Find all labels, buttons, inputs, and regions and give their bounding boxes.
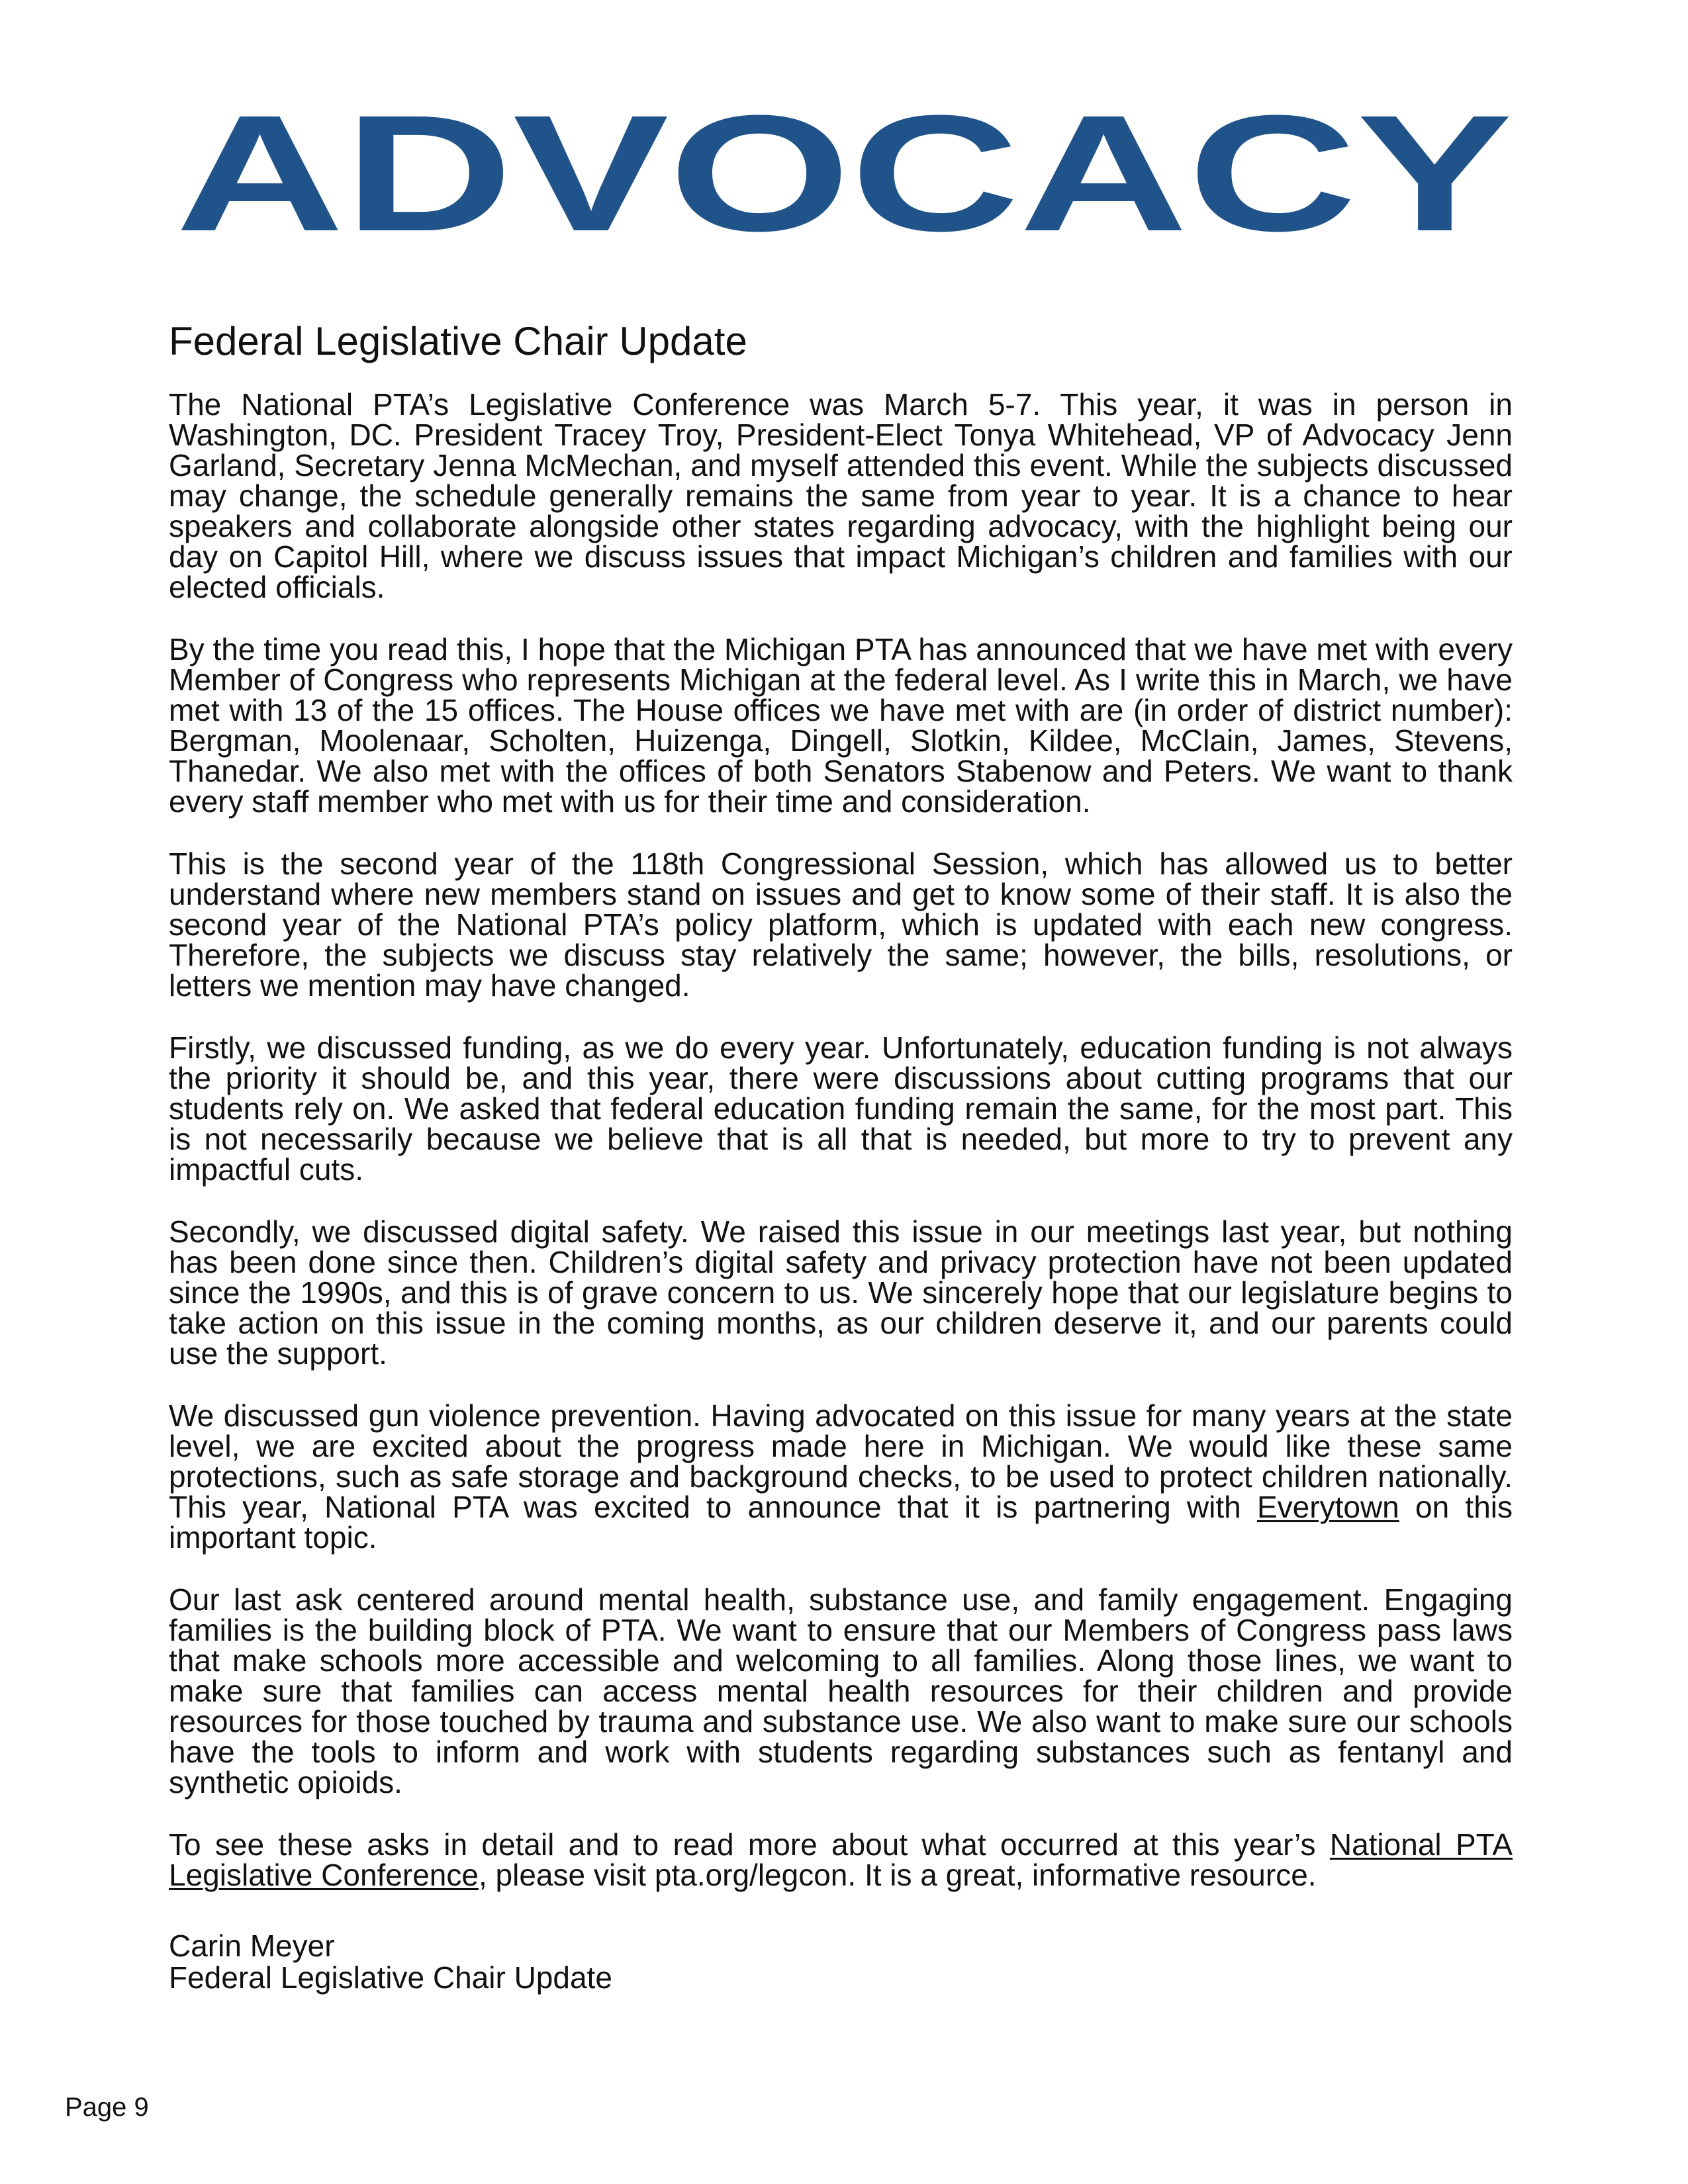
resources-text-end: , please visit pta.org/legcon. It is a great, informative resource.	[478, 1858, 1317, 1892]
paragraph-mental-health: Our last ask centered around mental health, substance use, and family engagement. Engaging families is the building block of PTA. We want to ensure that our Members of Congress pass laws that make schools more accessible and welcoming to all families. Along those lines, we want to make sure that families can access mental health resources for their children and provide resources for those touched by trauma and substance use. We also want to make sure our schools have the tools to inform and work with students regarding substances such as fentanyl and synthetic opioids.	[169, 1582, 1513, 1799]
advocacy-title-text: ADVOCACY	[175, 99, 1513, 251]
signature-block	[169, 1930, 1513, 1993]
article	[169, 318, 1513, 1993]
page-number: Page 9	[65, 2093, 149, 2122]
paragraph-conference-overview: The National PTA’s Legislative Conference was March 5-7. This year, it was in person in Washington, DC. President Tracey Troy, President-Elect Tonya Whitehead, VP of Advocacy Jenn Garland, Secretary Jenna McMechan, and myself attended this event. While the subjects discussed may change, the schedule generally remains the same from year to year. It is a chance to hear speakers and collaborate alongside other states regarding advocacy, with the highlight being our day on Capitol Hill, where we discuss issues that impact Michigan’s children and families with our elected officials.	[169, 387, 1513, 604]
paragraph-member-meetings: By the time you read this, I hope that the Michigan PTA has announced that we have met with every Member of Congress who represents Michigan at the federal level. As I write this in March, we have met with 13 of the 15 offices. The House offices we have met with are (in order of district number): Bergman, Moolenaar, Scholten, Huizenga, Dingell, Slotkin, Kildee, McClain, James, Stevens, Thanedar. We also met with the offices of both Senators Stabenow and Peters. We want to thank every staff member who met with us for their time and consideration.	[169, 632, 1513, 819]
gun-violence-text-end: on this important topic.	[169, 1490, 1513, 1555]
signature-name: Carin Meyer	[169, 1929, 335, 1963]
paragraph-digital-safety: Secondly, we discussed digital safety. We raised this issue in our meetings last year, but nothing has been done since then. Children’s digital safety and privacy protection have not been updated since the 1990s, and this is of grave concern to us. We sincerely hope that our legislature begins to take action on this issue in the coming months, as our children deserve it, and our parents could use the support.	[169, 1214, 1513, 1371]
advocacy-masthead	[172, 99, 1516, 251]
paragraph-resources	[169, 1829, 1513, 1890]
everytown-link[interactable]: Everytown	[1257, 1490, 1399, 1524]
paragraph-congressional-session: This is the second year of the 118th Congressional Session, which has allowed us to better understand where new members stand on issues and get to know some of their staff. It is also the second year of the National PTA’s policy platform, which is updated with each new congress. Therefore, the subjects we discuss stay relatively the same; however, the bills, resolutions, or letters we mention may have changed.	[169, 846, 1513, 1003]
paragraph-gun-violence	[169, 1400, 1513, 1553]
legislative-conference-link[interactable]: National PTA Legislative Conference	[169, 1827, 1513, 1892]
section-title: Federal Legislative Chair Update	[169, 319, 747, 363]
paragraph-funding: Firstly, we discussed funding, as we do every year. Unfortunately, education funding is not always the priority it should be, and this year, there were discussions about cutting programs that our students rely on. We asked that federal education funding remain the same, for the most part. This is not necessarily because we believe that is all that is needed, but more to try to prevent any impactful cuts.	[169, 1030, 1513, 1187]
gun-violence-text: We discussed gun violence prevention. Having advocated on this issue for many years at the state level, we are excited about the progress made here in Michigan. We would like these same protections, such as safe storage and background checks, to be used to protect children nationally. This year, National PTA was excited to announce that it is partnering with	[169, 1398, 1513, 1524]
advocacy-title-graphic	[172, 99, 1516, 251]
resources-text: To see these asks in detail and to read more about what occurred at this year’s	[169, 1827, 1330, 1862]
signature-title: Federal Legislative Chair Update	[169, 1960, 612, 1995]
